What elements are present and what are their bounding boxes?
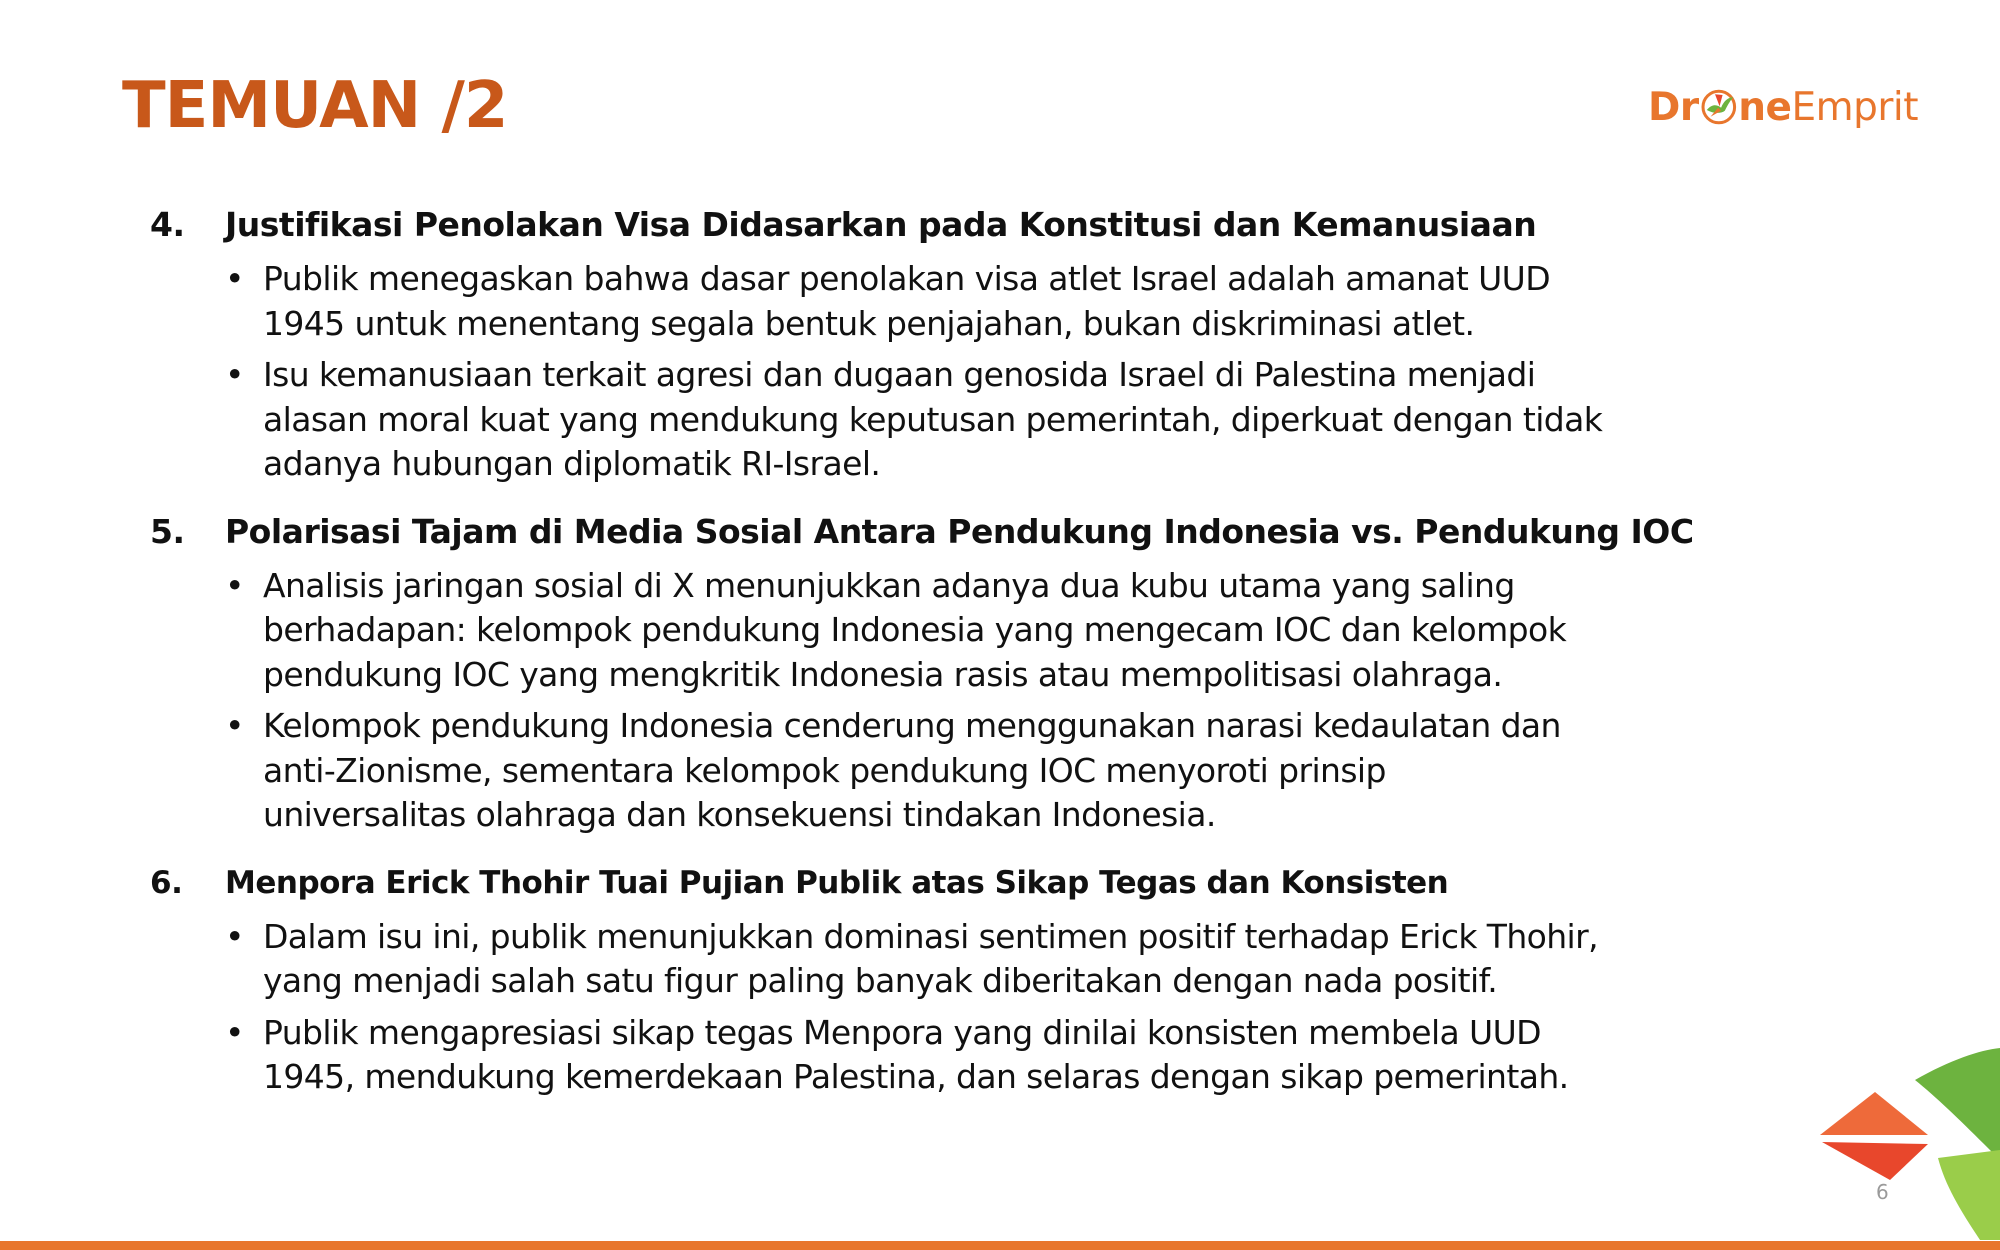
- list-item: [225, 257, 1840, 346]
- bullet-icon: •: [225, 706, 244, 745]
- bullet-line: Kelompok pendukung Indonesia cenderung menggunakan narasi kedaulatan dan: [263, 706, 1561, 745]
- bullet-icon: •: [225, 259, 244, 298]
- bullet-line: 1945 untuk menentang segala bentuk penjajahan, bukan diskriminasi atlet.: [263, 303, 1475, 343]
- finding-title: Polarisasi Tajam di Media Sosial Antara Pendukung Indonesia vs. Pendukung IOC: [225, 511, 1694, 551]
- bullet-line: Publik mengapresiasi sikap tegas Menpora yang dinilai konsisten membela UUD: [263, 1012, 1541, 1052]
- bullet-line: yang menjadi salah satu figur paling banyak diberitakan dengan nada positif.: [263, 961, 1498, 1000]
- findings-list: [150, 200, 1840, 1100]
- finding-number: 4.: [150, 205, 185, 244]
- bullet-text: [263, 257, 1840, 346]
- finding-number: 5.: [150, 511, 185, 551]
- bullet-text: [263, 353, 1840, 487]
- bullet-icon: •: [225, 355, 244, 394]
- bullet-text: [263, 704, 1840, 838]
- orange-triangle-shape: [1820, 1092, 1928, 1135]
- list-item: [225, 1011, 1840, 1100]
- lime-leaf-shape: [1938, 1150, 2000, 1240]
- green-leaf-shape: [1915, 1048, 2000, 1160]
- bullet-line: Publik menegaskan bahwa dasar penolakan visa atlet Israel adalah amanat UUD: [263, 259, 1551, 298]
- red-triangle-shape: [1822, 1142, 1928, 1180]
- finding-number: 6.: [150, 864, 183, 901]
- logo-text-dr: Dr: [1648, 84, 1699, 130]
- decorative-leaf-shapes: [1820, 1040, 2000, 1240]
- bullet-icon: •: [225, 1012, 244, 1052]
- logo-text-emprit: Emprit: [1791, 84, 1918, 130]
- bullet-line: alasan moral kuat yang mendukung keputusan pemerintah, diperkuat dengan tidak: [263, 399, 1603, 439]
- bottom-accent-bar: [0, 1241, 2000, 1250]
- bullet-line: Dalam isu ini, publik menunjukkan dominasi sentimen positif terhadap Erick Thohir,: [263, 916, 1598, 956]
- finding-heading: [150, 200, 1840, 250]
- list-item: [225, 564, 1840, 698]
- bullet-text: [263, 564, 1840, 698]
- bullet-icon: •: [225, 916, 244, 956]
- finding-6: [150, 858, 1840, 1100]
- finding-heading: [150, 507, 1840, 557]
- finding-4: [150, 200, 1840, 487]
- list-item: [225, 915, 1840, 1004]
- bullet-line: Analisis jaringan sosial di X menunjukkan adanya dua kubu utama yang saling: [263, 565, 1515, 605]
- finding-heading: [150, 858, 1840, 908]
- drone-emprit-logo: [1648, 72, 1918, 142]
- bullet-line: pendukung IOC yang mengkritik Indonesia rasis atau mempolitisasi olahraga.: [263, 654, 1503, 694]
- bullet-line: adanya hubungan diplomatik RI-Israel.: [263, 444, 881, 483]
- logo-text-ne: ne: [1738, 84, 1792, 130]
- page-number: 6: [1876, 1180, 1889, 1204]
- bullet-line: anti-Zionisme, sementara kelompok pendukung IOC menyoroti prinsip: [263, 750, 1386, 790]
- bullet-line: berhadapan: kelompok pendukung Indonesia yang mengecam IOC dan kelompok: [263, 610, 1567, 649]
- bullet-text: [263, 1011, 1840, 1100]
- bullet-line: 1945, mendukung kemerdekaan Palestina, dan selaras dengan sikap pemerintah.: [263, 1057, 1569, 1096]
- drone-bird-icon: [1700, 82, 1738, 132]
- finding-5: [150, 507, 1840, 838]
- bullet-icon: •: [225, 565, 244, 605]
- list-item: [225, 353, 1840, 487]
- bullet-line: Isu kemanusiaan terkait agresi dan dugaan genosida Israel di Palestina menjadi: [263, 355, 1536, 394]
- list-item: [225, 704, 1840, 838]
- slide-title: TEMUAN /2: [122, 69, 508, 143]
- finding-title: Justifikasi Penolakan Visa Didasarkan pada Konstitusi dan Kemanusiaan: [225, 205, 1537, 244]
- finding-title: Menpora Erick Thohir Tuai Pujian Publik atas Sikap Tegas dan Konsisten: [225, 864, 1449, 901]
- bullet-text: [263, 915, 1840, 1004]
- bullet-line: universalitas olahraga dan konsekuensi tindakan Indonesia.: [263, 795, 1216, 834]
